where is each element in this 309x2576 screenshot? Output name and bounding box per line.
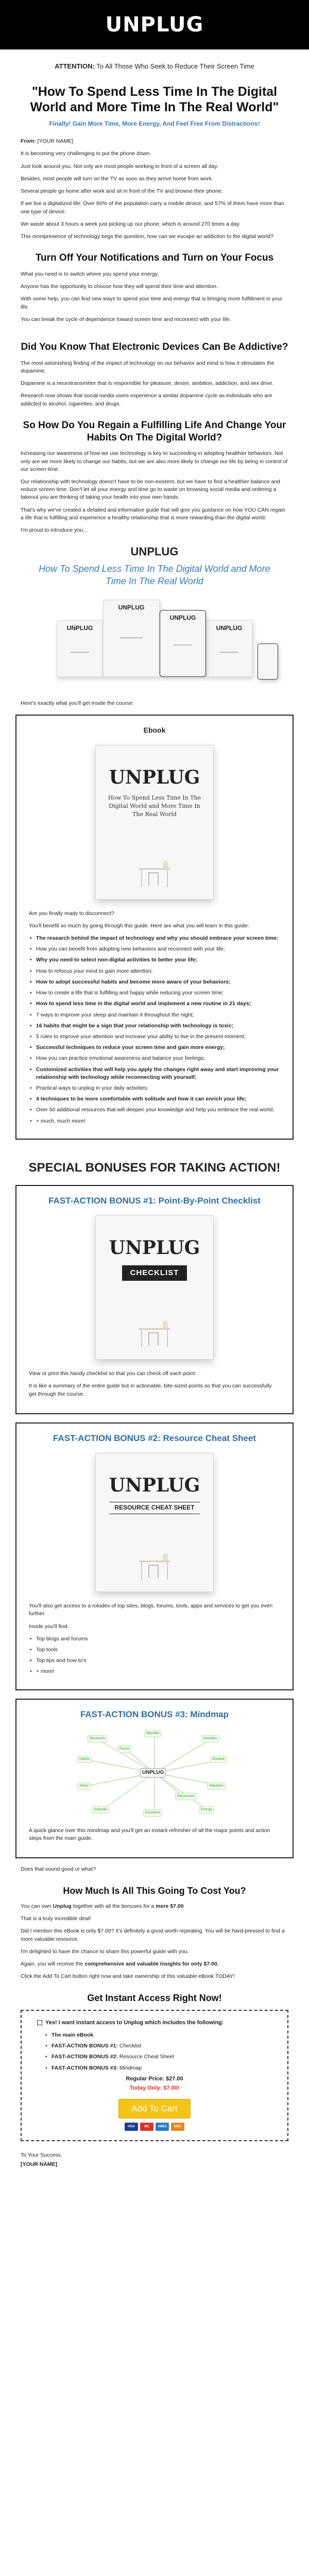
order-item [44, 2064, 272, 2072]
bonus1-box [15, 1185, 294, 1414]
notifications-title: Turn Off Your Notifications and Turn on Your Focus [35, 252, 274, 264]
add-to-cart-button[interactable]: Add To Cart [118, 2099, 191, 2119]
good-deal-text: Does that sound good or what? [21, 1866, 96, 1873]
exactly-text: Here's exactly what you'll get inside the course: [21, 700, 134, 707]
fulfilling-line: Our relationship with technology doesn't have to be non-existent, but we have to find a healthier balance and reduce screen time. Don't let all your energy and time go to waste on browsing social media and ordering a takeout you are thinking of taking your health into your own hands. [21, 479, 280, 501]
notifications-line: You can break the cycle of dependence toward screen time and reconnect with your life. [21, 316, 231, 323]
amex-card-icon: AMEX [156, 2123, 169, 2131]
pricing-line [21, 1960, 288, 1968]
mindmap-center: UNPLUG [140, 1768, 166, 1778]
cheatsheet-cover [95, 1453, 214, 1592]
bundle-cover-title: UNPLUG [66, 624, 93, 632]
ebook-intro: Are you finally ready to disconnect? [29, 910, 114, 917]
mindmap-node: Focus [117, 1745, 131, 1753]
pricing-line [21, 1903, 288, 1910]
ebook-feature: • How to create a life that is fulfilling and happy while reducing your screen time; [29, 989, 280, 997]
order-item [44, 2031, 272, 2039]
cheatsheet-band: RESOURCE CHEAT SHEET [109, 1502, 199, 1514]
order-item-rest: Resource Cheat Sheet [119, 2054, 175, 2060]
pricing-price: mere $7.00 [156, 1903, 184, 1910]
pricing-line: I'm delighted to have the chance to share this powerful guide with you. [21, 1948, 189, 1955]
notifications-line: Anyone has the opportunity to choose how they will spend their time and attention. [21, 283, 218, 290]
intro-line: If we live a digitalized life: Over 60% of the population carry a mobile device, and 57% of them have more than one type of device. [21, 200, 284, 215]
discover-card-icon: DISC [171, 2123, 184, 2131]
header [0, 0, 309, 49]
ebook-box-title: Ebook [143, 726, 166, 735]
pricing-title: How Much Is All This Going To Cost You? [63, 1885, 246, 1896]
headline: "How To Spend Less Time In The Digital World and More Time In The Real World" [30, 84, 279, 115]
product-subtitle: How To Spend Less Time In The Digital World and More Time In The Real World [39, 564, 270, 586]
regular-price: Regular Price: $27.00 [126, 2075, 183, 2082]
mindmap-node: Energy [199, 1806, 214, 1814]
bonus3-line: A quick glance over this mindmap and you'll get an instant refresher of all the major points and action steps from the main guide. [29, 1827, 270, 1842]
signoff-line: To Your Success, [21, 2152, 62, 2159]
bonus2-line: Inside you'll find: [29, 1623, 69, 1630]
order-box [21, 2010, 288, 2141]
from-label: From: [21, 138, 36, 145]
desk-illustration [124, 1537, 185, 1578]
ebook-feature: • How you can benefit from adopting new behaviors and reconnect with your life; [29, 945, 280, 953]
attention-prefix: ATTENTION: [55, 62, 95, 70]
checklist-cover [95, 1215, 214, 1360]
cheatsheet-cover-title: UNPLUG [109, 1475, 200, 1497]
checklist-cover-title: UNPLUG [109, 1237, 200, 1259]
header-logo: UNPLUG [105, 13, 204, 37]
intro-line: Besides, most people will turn on the TV as soon as they arrive home from work. [21, 175, 213, 182]
mindmap-node: Habits [77, 1756, 92, 1763]
bundle-cover-title: UNPLUG [216, 624, 243, 632]
fulfilling-line: That's why we've created a detailed and informative guide that will give you guidance on how YOU CAN regain a life that is fulfilling and experience a healthy relationship that is more rewarding than the digital world. [21, 506, 285, 521]
mindmap-node: Solitude [92, 1806, 109, 1814]
mindmap-node: Benefits [144, 1730, 161, 1737]
bundle-cover-left [57, 620, 103, 677]
notifications-line: What you need is to switch where you spend your energy. [21, 270, 159, 277]
intro-line: This omnipresence of technology begs the question, how can we escape an addiction to the digital world? [21, 233, 273, 240]
ebook-feature: • + much, much more! [29, 1117, 280, 1125]
bundle-cover-right [206, 620, 252, 677]
payment-cards [37, 2123, 272, 2131]
bonus2-box [15, 1422, 294, 1690]
ebook-feature: • The research behind the impact of technology and why you should embrace your screen time; [29, 935, 280, 942]
bonus2-item: • Top blogs and forums [29, 1635, 280, 1643]
attention-line [21, 49, 288, 79]
order-checkbox-row[interactable] [37, 2019, 272, 2027]
bundle-cover-main [103, 600, 160, 677]
signoff [0, 2151, 309, 2168]
ebook-feature: • How you can practice emotional awareness and balance your feelings; [29, 1055, 280, 1062]
ebook-cover-subtitle: How To Spend Less Time In The Digital World and More Time In The Real World [108, 794, 201, 818]
ebook-feature: • 5 rules to improve your attention and increase your ability to live in the present moment; [29, 1033, 280, 1041]
addictive-line: The most astonishing finding of the impact of technology on our behavior and mind is how it stimulates the dopamine. [21, 360, 274, 375]
mindmap-image [77, 1729, 232, 1817]
order-item-bold: FAST-ACTION BONUS #3: [52, 2064, 118, 2071]
bonus1-line: It is like a summary of the entire guide but in actionable, bite-sized points so that you can successfully get through the course. [29, 1383, 272, 1397]
ebook-feature: • Practical ways to unplug in your daily activities; [29, 1084, 280, 1092]
checklist-band: CHECKLIST [122, 1265, 187, 1281]
intro-line: Just look around you. Not only are most people working in front of a screen all day. [21, 163, 218, 170]
order-checkbox[interactable] [37, 2020, 42, 2025]
product-brand: UNPLUG [130, 545, 179, 558]
desk-illustration [124, 844, 185, 886]
order-item [44, 2053, 272, 2061]
mastercard-icon: MC [140, 2123, 153, 2131]
addictive-line: Research now shows that social media users experience a similar dopamine cycle as individuals who are addicted to alcohol, cigarettes, and drugs. [21, 393, 272, 407]
pricing-prefix: You can own [21, 1903, 52, 1910]
bonus2-title: FAST-ACTION BONUS #2: Resource Cheat Sheet [53, 1433, 256, 1443]
bonus2-item: • + more! [29, 1668, 280, 1675]
visa-card-icon: VISA [125, 2123, 138, 2131]
notifications-line: With some help, you can find new ways to spend your time and energy that is bringing more fulfillment in your life. [21, 296, 283, 310]
mindmap-node: Routine [210, 1756, 227, 1763]
bundle-cover-phone [258, 643, 278, 680]
product-bundle-image [21, 595, 288, 687]
ebook-feature: • Why you need to select non-digital activities to better your life; [29, 956, 280, 964]
ebook-feature-list [29, 935, 280, 1125]
ebook-feature: • Customized activities that will help you apply the changes right away and start improving your relationship with technology while reconnecting with yourself; [29, 1066, 280, 1081]
order-item-rest: Mindmap [119, 2064, 142, 2071]
pricing-line5-prefix: Again, you will receive the [21, 1961, 83, 1968]
mindmap-node: Emotions [143, 1809, 162, 1817]
pricing-line: That is a truly incredible deal! [21, 1916, 91, 1922]
order-item [44, 2042, 272, 2050]
bonus2-item: • Top tools [29, 1646, 280, 1654]
ebook-intro2: You'll benefit so much by going through this guide. Here are what you will learn in this guide: [29, 922, 249, 929]
mindmap-node: Activities [201, 1735, 219, 1742]
mindmap-node: Sleep [77, 1783, 91, 1790]
fulfilling-title: So How Do You Regain a Fulfilling Life And Change Your Habits On The Digital World? [23, 419, 286, 443]
intro-line: It is becoming very challenging to put the phone down. [21, 150, 151, 157]
ebook-feature: • How to spend less time in the digital world and implement a new routine in 21 days; [29, 1000, 280, 1008]
order-item-rest: Checklist [119, 2043, 142, 2049]
ebook-feature: • Successful techniques to reduce your screen time and gain more energy; [29, 1044, 280, 1052]
order-item-bold: FAST-ACTION BONUS #1: [52, 2043, 118, 2049]
ebook-feature: • 7 ways to improve your sleep and maintain it throughout the night; [29, 1011, 280, 1019]
pricing-mid: together with all the bonuses for a [73, 1903, 154, 1910]
from-name: [YOUR NAME] [37, 138, 74, 145]
order-item-bold: FAST-ACTION BONUS #2: [52, 2054, 118, 2060]
ebook-feature: • How to refocus your mind to gain more attention; [29, 968, 280, 975]
today-price: Today Only: $7.00! [129, 2084, 180, 2091]
subheadline: Finally! Gain More Time, More Energy, And Feel Free From Distractions! [49, 120, 260, 127]
bonus3-title: FAST-ACTION BONUS #3: Mindmap [80, 1709, 229, 1719]
ebook-feature: • Over 50 additional resources that will deepen your knowledge and help you embrace the real world; [29, 1106, 280, 1114]
ebook-feature: • 16 habits that might be a sign that your relationship with technology is toxic; [29, 1022, 280, 1030]
bonus2-item: • Top tips and how to's [29, 1657, 280, 1665]
mindmap-node: Attention [207, 1783, 226, 1790]
pricing-section [0, 1866, 309, 2004]
addictive-title: Did You Know That Electronic Devices Can Be Addictive? [21, 342, 288, 353]
order-items [44, 2031, 272, 2072]
intro-line: We waste about 3 hours a week just picking up our phone, which is around 270 times a day. [21, 221, 241, 227]
order-item-bold: The main eBook [52, 2031, 94, 2038]
intro-line: Several people go home after work and sit in front of the TV and browse their phone. [21, 188, 223, 195]
ebook-feature: • How to adopt successful habits and become more aware of your behaviors; [29, 978, 280, 986]
bonus1-line: View or print this handy checklist so that you can check off each point. [29, 1370, 197, 1377]
pricing-product: Unplug [53, 1903, 72, 1910]
signoff-name: [YOUR NAME] [21, 2161, 58, 2167]
bundle-cover-ereader [160, 610, 206, 677]
bonus3-box [15, 1699, 294, 1859]
pricing-line5-bold: comprehensive and valuable insights for only $7.00. [84, 1961, 219, 1968]
ebook-cover [95, 745, 214, 900]
bonus2-list [29, 1635, 280, 1676]
addictive-line: Dopamine is a neurotransmitter that is responsible for pleasure, desire, ambition, addiction, and sex drive. [21, 380, 274, 387]
bundle-cover-title: UNPLUG [118, 604, 145, 612]
bundle-cover-title: UNPLUG [169, 614, 196, 622]
intro-section [0, 49, 309, 707]
cta-title: Get Instant Access Right Now! [87, 1992, 222, 2003]
order-checkbox-label: Yes! I want instant access to Unplug which includes the following: [45, 2020, 224, 2026]
ebook-feature: • 4 techniques to be more comfortable with solitude and how it can enrich your life; [29, 1095, 280, 1103]
ebook-cover-title: UNPLUG [109, 766, 200, 788]
fulfilling-line: Increasing our awareness of how we use technology is key to succeeding in adopting healthier behaviors. Not only are we more likely to change our habits, but we are also more likely to change our life by being in control of our screen time. [21, 450, 288, 472]
ebook-box [15, 715, 294, 1140]
pricing-line: Click the Add To Cart button right now and take ownership of this valuable eBook TODAY! [21, 1973, 235, 1980]
fulfilling-line: I'm proud to introduce you... [21, 527, 88, 534]
attention-text: To All Those Who Seek to Reduce Their Screen Time [96, 62, 254, 70]
mindmap-node: Resources [175, 1793, 196, 1800]
bonus1-title: FAST-ACTION BONUS #1: Point-By-Point Checklist [48, 1195, 261, 1206]
pricing-line: Did I mention this eBook is only $7.00? It's definitely a good worth repeating. You will be hard-pressed to find a more valuable resource. [21, 1928, 285, 1942]
bonus2-line: You'll also get access to a rolodex of top sites, blogs, forums, tools, apps and services to get you even further. [29, 1603, 273, 1617]
mindmap-node: Research [88, 1735, 107, 1742]
from-line [21, 138, 288, 145]
desk-illustration [124, 1304, 185, 1346]
bonuses-header: SPECIAL BONUSES FOR TAKING ACTION! [28, 1160, 281, 1175]
